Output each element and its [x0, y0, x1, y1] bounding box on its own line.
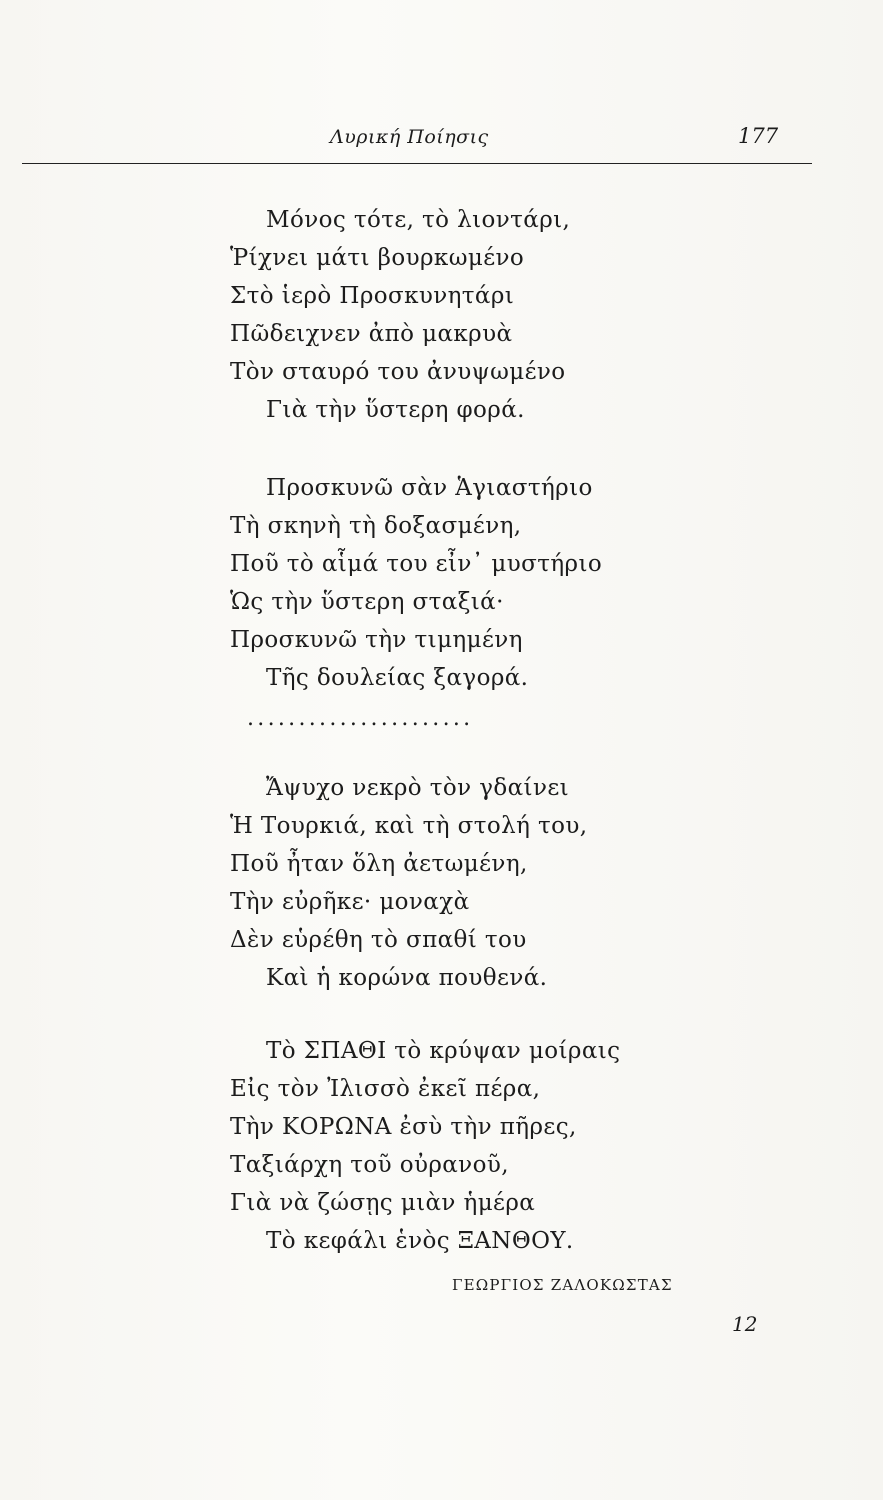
poem-line: Ποῦ ἦταν ὅλη ἀετωμένη,	[230, 851, 528, 877]
ellipsis-row: ......................	[247, 706, 474, 731]
poem-line: Ῥίχνει μάτι βουρκωμένο	[230, 245, 525, 271]
poem-line: Ταξιάρχη τοῦ οὐρανοῦ,	[230, 1152, 509, 1178]
poem-line: Γιὰ νὰ ζώσῃς μιὰν ἡμέρα	[230, 1190, 536, 1216]
poem-line: Τὴν εὐρῆκε· μοναχὰ	[230, 889, 470, 915]
poem-line: Εἰς τὸν Ἰλισσὸ ἐκεῖ πέρα,	[230, 1076, 541, 1102]
poem-line: Στὸ ἱερὸ Προσκυνητάρι	[230, 283, 515, 309]
poem-line: Γιὰ τὴν ὕστερη φορά.	[266, 397, 525, 423]
author-name: ΓΕΩΡΓΙΟΣ ΖΑΛΟΚΩΣΤΑΣ	[452, 1276, 673, 1294]
running-head: Λυρική Ποίησις	[330, 126, 489, 148]
signature-mark: 12	[732, 1312, 758, 1336]
poem-line: Προσκυνῶ σὰν Ἁγιαστήριο	[266, 475, 593, 501]
poem-line: Καὶ ἡ κορώνα πουθενά.	[266, 965, 548, 991]
poem-line: Τὸ ΣΠΑΘΙ τὸ κρύψαν μοίραις	[266, 1038, 621, 1064]
poem-line: Δὲν εὑρέθη τὸ σπαθί του	[230, 927, 527, 953]
poem-line: Ποῦ τὸ αἷμά του εἶν᾽ μυστήριο	[230, 551, 603, 577]
poem-line: Προσκυνῶ τὴν τιμημένη	[230, 627, 523, 653]
header-rule	[22, 163, 812, 164]
poem-line: Τῆς δουλείας ξαγορά.	[266, 665, 529, 691]
poem-line: Ἄψυχο νεκρὸ τὸν γδαίνει	[266, 775, 570, 801]
poem-line: Τὸν σταυρό του ἀνυψωμένο	[230, 359, 566, 385]
poem-line: Τὸ κεφάλι ἑνὸς ΞΑΝΘΟΥ.	[266, 1228, 574, 1254]
poem-line: Τὴ σκηνὴ τὴ δοξασμένη,	[230, 513, 522, 539]
poem-line: Πῶδειχνεν ἀπὸ μακρυὰ	[230, 321, 513, 347]
poem-line: Ἡ Τουρκιά, καὶ τὴ στολή του,	[230, 813, 588, 839]
poem-line: Τὴν ΚΟΡΩΝΑ ἐσὺ τὴν πῆρες,	[230, 1114, 577, 1140]
poem-line: Μόνος τότε, τὸ λιοντάρι,	[266, 207, 571, 233]
poem-line: Ὡς τὴν ὕστερη σταξιά·	[230, 589, 504, 615]
page-number: 177	[738, 124, 779, 148]
